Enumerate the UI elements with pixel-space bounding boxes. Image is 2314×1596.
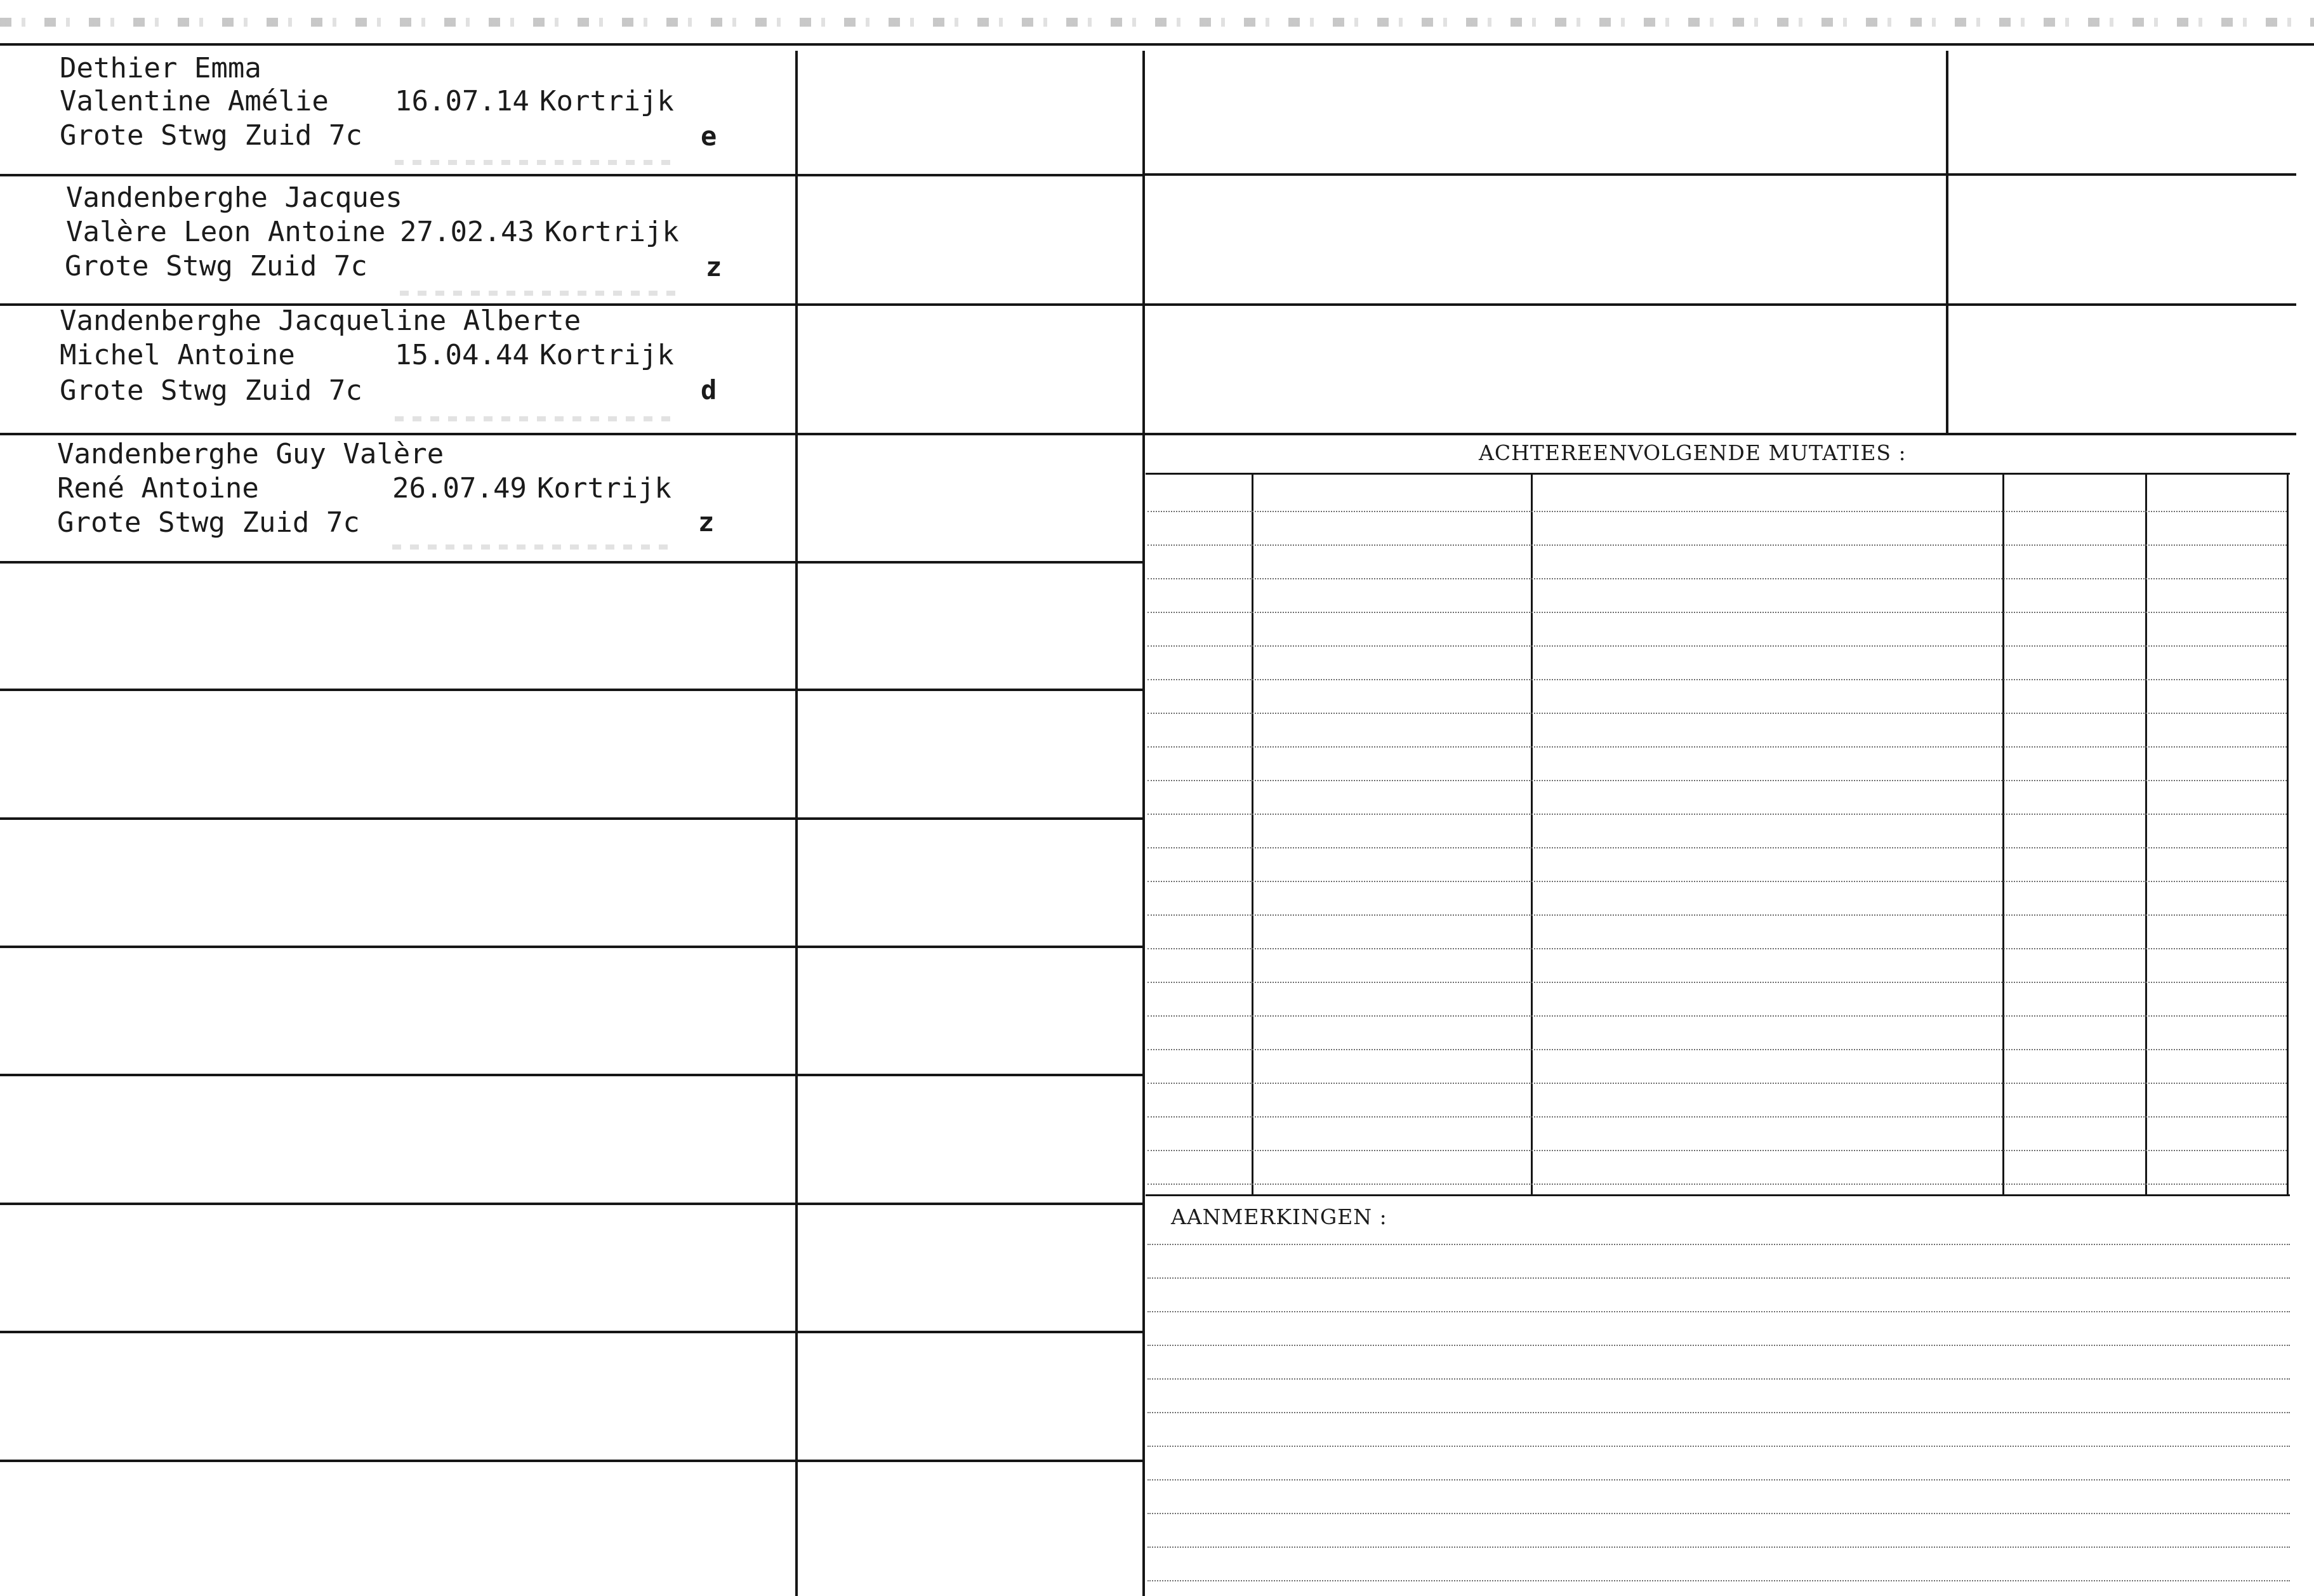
mutations-col-divider: [2002, 475, 2004, 1194]
ruled-line: [1147, 1049, 2287, 1050]
person-name: Vandenberghe Jacques: [66, 181, 402, 214]
row-rule: [0, 689, 1144, 691]
ruled-line: [1147, 1150, 2287, 1151]
person-name: Dethier Emma: [60, 52, 261, 84]
mutations-top-rule: [1146, 473, 2290, 475]
ruled-line: [1147, 1184, 2287, 1185]
birth-date: 27.02.43: [400, 216, 534, 248]
row-rule: [0, 561, 1144, 564]
person-name: Vandenberghe Guy Valère: [57, 438, 444, 470]
person-given-names: Michel Antoine: [60, 339, 295, 371]
birth-place: Kortrijk: [539, 85, 674, 117]
ruled-line: [1147, 881, 2287, 882]
mutations-col-divider: [1252, 475, 1253, 1194]
column-divider-1: [795, 51, 798, 1596]
birth-place: Kortrijk: [545, 216, 679, 248]
ruled-line: [1147, 1277, 2290, 1279]
ruled-line: [1147, 1513, 2290, 1514]
ruled-line: [1147, 645, 2287, 647]
ruled-line: [1147, 544, 2287, 546]
top-border: [0, 43, 2314, 46]
ruled-line: [1147, 1580, 2290, 1581]
row-rule: [0, 1203, 1144, 1205]
person-given-names: Valère Leon Antoine: [66, 216, 386, 248]
birth-date: 15.04.44: [395, 339, 529, 371]
ruled-line: [1147, 679, 2287, 680]
ruled-line: [1147, 948, 2287, 949]
mutations-bottom-rule: [1146, 1194, 2290, 1196]
faded-stamp: [392, 544, 671, 550]
mutations-right-border: [2287, 475, 2289, 1194]
scan-noise-strip: [0, 18, 2314, 27]
row-rule: [0, 1074, 1144, 1076]
ruled-line: [1147, 1378, 2290, 1380]
ruled-line: [1147, 578, 2287, 579]
birth-date: 16.07.14: [395, 85, 529, 117]
row-rule: [0, 1331, 1144, 1333]
ruled-line: [1147, 1345, 2290, 1346]
ruled-line: [1147, 982, 2287, 983]
ruled-line: [1147, 1311, 2290, 1312]
row-rule: [0, 433, 2296, 435]
remarks-header: AANMERKINGEN :: [1171, 1204, 1387, 1229]
mutations-header: ACHTEREENVOLGENDE MUTATIES :: [1479, 440, 1907, 465]
ruled-line: [1147, 1244, 2290, 1245]
faded-stamp: [400, 291, 679, 296]
ruled-line: [1147, 1479, 2290, 1481]
ruled-line: [1147, 814, 2287, 815]
person-name: Vandenberghe Jacqueline Alberte: [60, 305, 581, 337]
row-rule: [0, 174, 1144, 176]
birth-date: 26.07.49: [392, 472, 527, 505]
status-code: z: [698, 506, 715, 537]
ruled-line: [1147, 511, 2287, 512]
address: Grote Stwg Zuid 7c: [60, 374, 362, 407]
person-given-names: Valentine Amélie: [60, 85, 329, 117]
ruled-line: [1147, 1015, 2287, 1017]
ruled-line: [1147, 847, 2287, 848]
ruled-line: [1147, 1116, 2287, 1118]
ruled-line: [1147, 914, 2287, 916]
status-code: d: [701, 374, 717, 406]
right-row-rule: [1142, 173, 2296, 176]
column-divider-3: [1946, 51, 1948, 433]
mutations-col-divider: [1531, 475, 1533, 1194]
row-rule: [0, 817, 1144, 820]
row-rule: [0, 946, 1144, 948]
status-code: z: [706, 251, 722, 282]
ruled-line: [1147, 1446, 2290, 1447]
ruled-line: [1147, 1547, 2290, 1548]
row-rule: [0, 1460, 1144, 1462]
faded-stamp: [395, 160, 674, 165]
birth-place: Kortrijk: [537, 472, 671, 505]
ruled-line: [1147, 612, 2287, 613]
address: Grote Stwg Zuid 7c: [65, 250, 367, 282]
birth-place: Kortrijk: [539, 339, 674, 371]
ruled-line: [1147, 1412, 2290, 1413]
column-divider-2: [1142, 51, 1145, 1596]
faded-stamp: [395, 416, 674, 421]
right-row-rule: [1142, 303, 2296, 306]
ruled-line: [1147, 780, 2287, 781]
ruled-line: [1147, 1083, 2287, 1084]
address: Grote Stwg Zuid 7c: [60, 119, 362, 152]
ruled-line: [1147, 746, 2287, 748]
address: Grote Stwg Zuid 7c: [57, 506, 360, 539]
person-given-names: René Antoine: [57, 472, 259, 505]
status-code: e: [701, 121, 717, 152]
ruled-line: [1147, 713, 2287, 714]
mutations-col-divider: [2145, 475, 2147, 1194]
